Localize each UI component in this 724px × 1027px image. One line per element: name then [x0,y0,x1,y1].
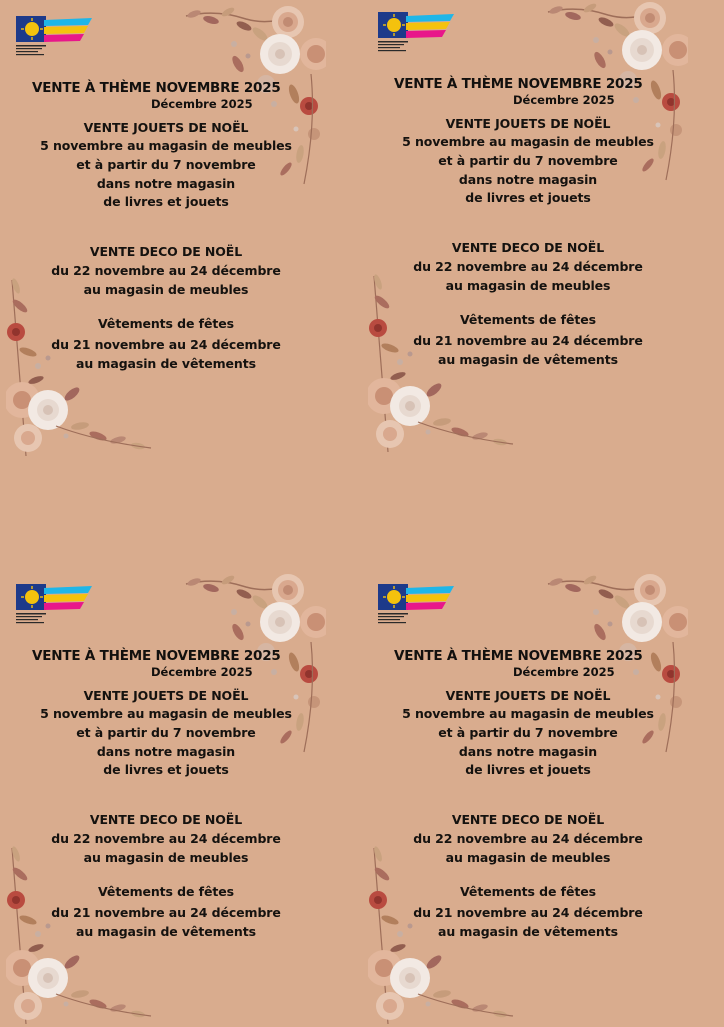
organization-logo-icon [14,14,94,60]
toys-line: de livres et jouets [103,762,229,777]
toys-line: et à partir du 7 novembre [76,725,256,740]
toys-line: et à partir du 7 novembre [76,157,256,172]
toys-line: 5 novembre au magasin de meubles [402,134,654,149]
clothes-line: au magasin de vêtements [76,924,256,939]
deco-heading: VENTE DECO DE NOËL [89,244,243,259]
flyer-top-right [368,0,688,455]
deco-heading: VENTE DECO DE NOËL [89,812,243,827]
toys-line: de livres et jouets [103,194,229,209]
clothes-heading: Vêtements de fêtes [460,884,596,899]
toys-line: et à partir du 7 novembre [438,153,618,168]
flyer-bottom-left [6,572,326,1027]
flyer-bottom-right [368,572,688,1027]
flyer-top-left [6,4,326,459]
toys-line: 5 novembre au magasin de meubles [40,138,292,153]
clothes-heading: Vêtements de fêtes [98,884,234,899]
organization-logo-icon [14,582,94,628]
clothes-line: au magasin de vêtements [438,352,618,367]
deco-heading: VENTE DECO DE NOËL [451,240,605,255]
toys-line: dans notre magasin [458,744,598,759]
deco-line: au magasin de meubles [83,282,249,297]
deco-line: du 22 novembre au 24 décembre [413,259,643,274]
toys-heading: VENTE JOUETS DE NOËL [83,120,249,135]
clothes-line: du 21 novembre au 24 décembre [413,905,643,920]
toys-heading: VENTE JOUETS DE NOËL [445,116,611,131]
toys-line: de livres et jouets [465,190,591,205]
clothes-line: du 21 novembre au 24 décembre [51,905,281,920]
clothes-heading: Vêtements de fêtes [98,316,234,331]
flyer-subtitle: Décembre 2025 [151,665,253,679]
organization-logo-icon [376,582,456,628]
toys-line: de livres et jouets [465,762,591,777]
toys-line: 5 novembre au magasin de meubles [402,706,654,721]
toys-heading: VENTE JOUETS DE NOËL [83,688,249,703]
flyer-title: VENTE À THÈME NOVEMBRE 2025 [32,80,281,96]
toys-line: dans notre magasin [96,176,236,191]
deco-line: du 22 novembre au 24 décembre [413,831,643,846]
flyer-title: VENTE À THÈME NOVEMBRE 2025 [394,648,643,664]
flyer-title: VENTE À THÈME NOVEMBRE 2025 [394,76,643,92]
clothes-line: du 21 novembre au 24 décembre [51,337,281,352]
flyer-subtitle: Décembre 2025 [513,93,615,107]
clothes-heading: Vêtements de fêtes [460,312,596,327]
flyer-title: VENTE À THÈME NOVEMBRE 2025 [32,648,281,664]
toys-line: 5 novembre au magasin de meubles [40,706,292,721]
organization-logo-icon [376,10,456,56]
clothes-line: au magasin de vêtements [76,356,256,371]
flyer-subtitle: Décembre 2025 [151,97,253,111]
flyer-subtitle: Décembre 2025 [513,665,615,679]
deco-line: au magasin de meubles [445,850,611,865]
clothes-line: au magasin de vêtements [438,924,618,939]
toys-line: dans notre magasin [458,172,598,187]
deco-line: au magasin de meubles [83,850,249,865]
toys-heading: VENTE JOUETS DE NOËL [445,688,611,703]
toys-line: dans notre magasin [96,744,236,759]
deco-line: du 22 novembre au 24 décembre [51,263,281,278]
deco-line: du 22 novembre au 24 décembre [51,831,281,846]
toys-line: et à partir du 7 novembre [438,725,618,740]
clothes-line: du 21 novembre au 24 décembre [413,333,643,348]
deco-line: au magasin de meubles [445,278,611,293]
deco-heading: VENTE DECO DE NOËL [451,812,605,827]
